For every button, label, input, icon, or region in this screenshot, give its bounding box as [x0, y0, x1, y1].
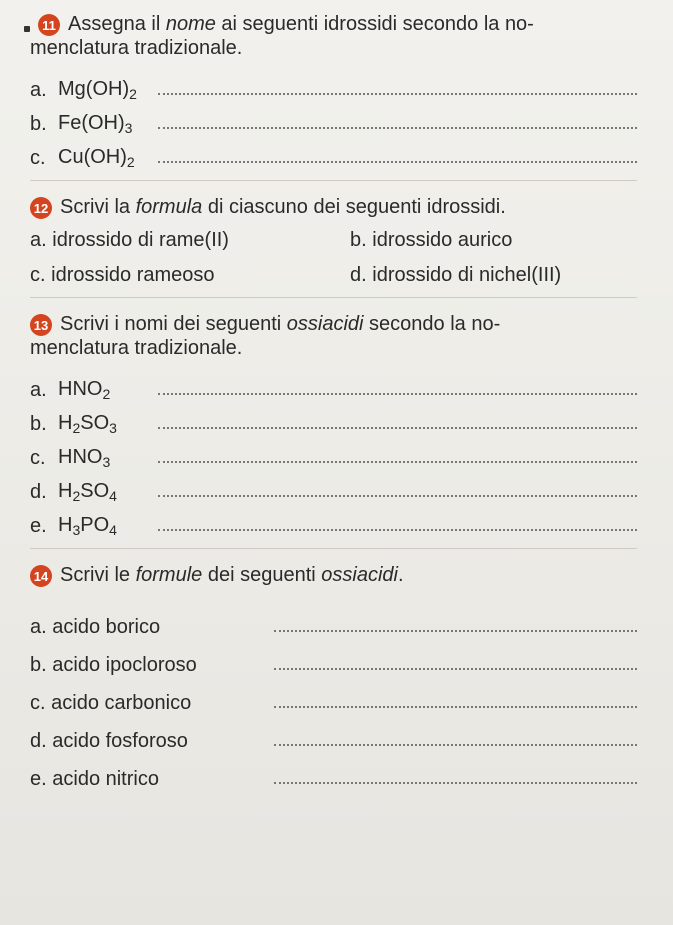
exercise-11-header [30, 12, 637, 36]
exercise-11 [30, 12, 637, 170]
list-item: a. idrossido di rame(II) [30, 229, 229, 251]
exercise-number-badge: 14 [30, 565, 52, 587]
formula: $Cu(OH)_2$ [58, 146, 135, 170]
answer-line[interactable] [158, 529, 637, 531]
list-item: b. idrossido aurico [350, 229, 513, 251]
formula: $Mg(OH)_2$ [58, 78, 137, 102]
exercise-number-badge: 11 [38, 14, 60, 36]
answer-line[interactable] [274, 630, 637, 632]
formula: $H_2SO_3$ [58, 412, 117, 436]
exercise-11-instruction: Assegna il nome ai seguenti idrossidi secondo la no- [68, 13, 534, 35]
exercise-number-badge: 12 [30, 197, 52, 219]
section-divider [30, 180, 637, 181]
list-item: a. $Mg(OH)_2$ [30, 68, 637, 102]
list-item: d. $H_2SO_4$ [30, 470, 637, 504]
exercise-12-instruction: Scrivi la formula di ciascuno dei seguenti idrossidi. [60, 196, 506, 218]
answer-line[interactable] [274, 668, 637, 670]
exercise-12-items [30, 229, 637, 287]
answer-line[interactable] [158, 127, 637, 129]
formula: $H_2SO_4$ [58, 480, 117, 504]
exercise-13 [30, 312, 637, 538]
answer-line[interactable] [274, 744, 637, 746]
answer-line[interactable] [158, 461, 637, 463]
formula: $HNO_3$ [58, 446, 111, 470]
answer-line[interactable] [158, 93, 637, 95]
list-item: d. acido fosforoso [30, 715, 637, 753]
exercise-13-instruction-line2: menclatura tradizionale. [30, 337, 243, 359]
exercise-13-header [30, 312, 637, 336]
formula: $Fe(OH)_3$ [58, 112, 133, 136]
exercise-12 [30, 195, 637, 287]
list-item: b. $Fe(OH)_3$ [30, 102, 637, 136]
list-item: c. $HNO_3$ [30, 436, 637, 470]
section-divider [30, 297, 637, 298]
exercise-12-header [30, 195, 637, 219]
exercise-number-badge: 13 [30, 314, 52, 336]
exercise-14-header [30, 563, 637, 587]
list-item: e. acido nitrico [30, 753, 637, 791]
exercise-14-items [30, 601, 637, 791]
answer-line[interactable] [274, 782, 637, 784]
section-divider [30, 548, 637, 549]
list-item: c. idrossido rameoso [30, 264, 215, 286]
exercise-14 [30, 563, 637, 791]
exercise-14-instruction: Scrivi le formule dei seguenti ossiacidi. [60, 564, 404, 586]
list-item: a. $HNO_2$ [30, 368, 637, 402]
formula: $H_3PO_4$ [58, 514, 117, 538]
list-item: b. acido ipocloroso [30, 639, 637, 677]
answer-line[interactable] [158, 393, 637, 395]
list-item: c. $Cu(OH)_2$ [30, 136, 637, 170]
exercise-13-instruction: Scrivi i nomi dei seguenti ossiacidi secondo la no- [60, 313, 501, 335]
list-item: a. acido borico [30, 601, 637, 639]
formula: $HNO_2$ [58, 378, 111, 402]
answer-line[interactable] [158, 427, 637, 429]
list-item: e. $H_3PO_4$ [30, 504, 637, 538]
exercise-11-instruction-line2: menclatura tradizionale. [30, 37, 243, 59]
answer-line[interactable] [158, 495, 637, 497]
list-item: d. idrossido di nichel(III) [350, 264, 562, 286]
list-item: c. acido carbonico [30, 677, 637, 715]
list-item: b. $H_2SO_3$ [30, 402, 637, 436]
answer-line[interactable] [158, 161, 637, 163]
exercise-11-items [30, 68, 637, 170]
answer-line[interactable] [274, 706, 637, 708]
bullet-icon [24, 26, 30, 32]
exercise-13-items [30, 368, 637, 538]
